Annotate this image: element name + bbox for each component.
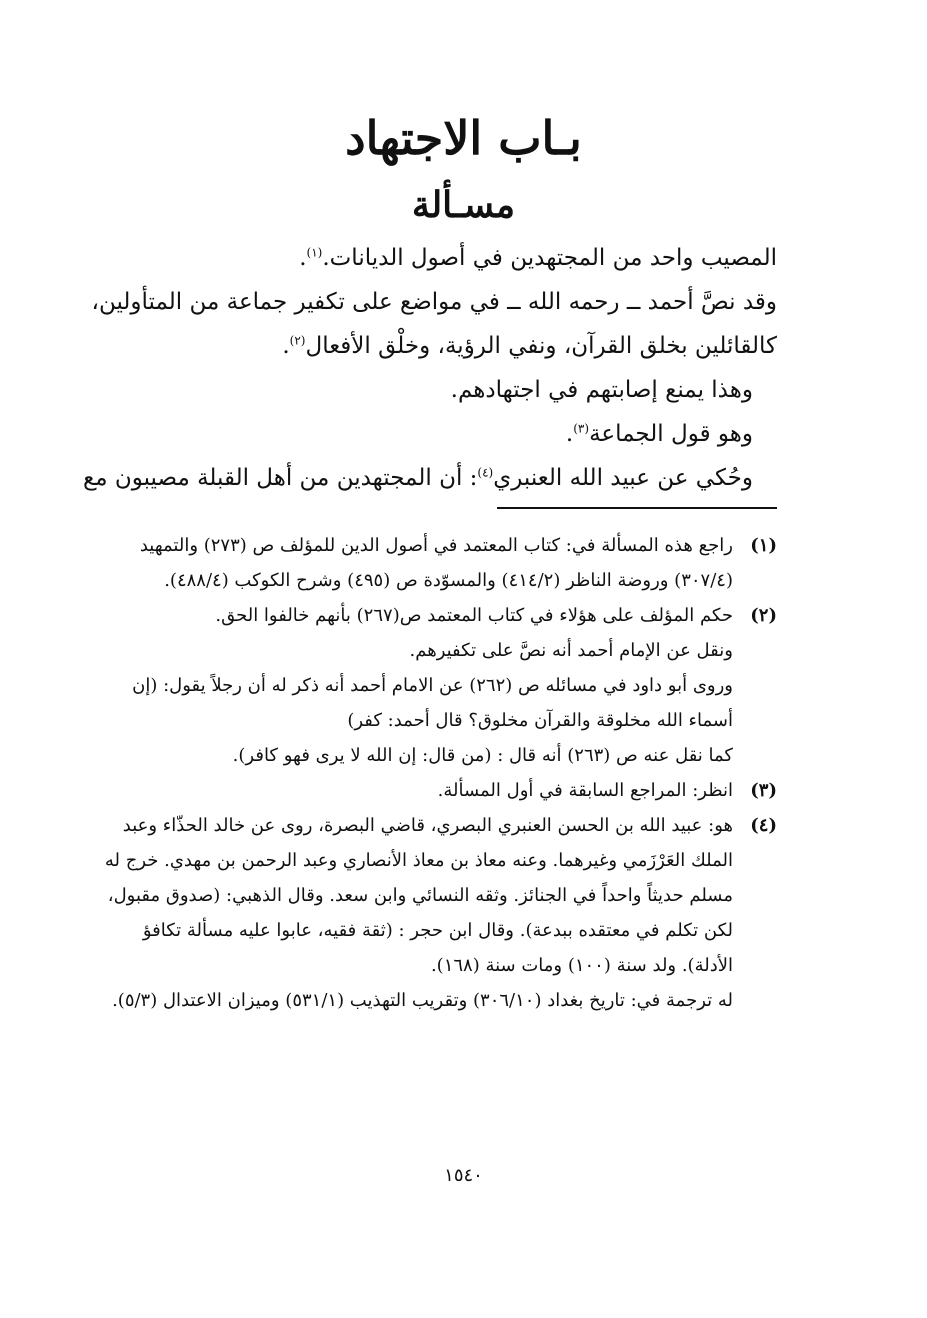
footnote-body bbox=[97, 598, 733, 773]
footnote-body bbox=[97, 528, 733, 598]
main-line-text: المصيب واحد من المجتهدين في أصول الديانات. bbox=[322, 245, 777, 271]
main-line-text: وحُكي عن عبيد الله العنبري bbox=[493, 465, 753, 491]
footnote-text: وروى أبو داود في مسائله ص (٢٦٢) عن الامام أحمد أنه ذكر له أن رجلاً يقول: (إن أسماء الله مخلوقة والقرآن مخلوق؟ قال أحمد: كفر) bbox=[132, 675, 733, 731]
footnote-4 bbox=[97, 808, 777, 1018]
footnote-divider bbox=[497, 507, 777, 509]
main-line-text: وهو قول الجماعة bbox=[589, 421, 753, 447]
footnote-number: (٢) bbox=[750, 605, 777, 626]
footnote-ref: (٣) bbox=[573, 421, 590, 436]
main-line-end: . bbox=[299, 245, 307, 271]
main-line-text: وقد نصَّ أحمد ــ رحمه الله ــ في مواضع على تكفير جماعة من المتأولين، bbox=[91, 289, 777, 315]
footnote-number: (٣) bbox=[750, 780, 777, 801]
footnote-body bbox=[97, 808, 733, 1018]
footnote-number: (١) bbox=[750, 535, 777, 556]
footnote-1 bbox=[97, 528, 777, 598]
footnote-text: حكم المؤلف على هؤلاء في كتاب المعتمد ص(٢٦٧) بأنهم خالفوا الحق. bbox=[215, 605, 733, 626]
footnotes bbox=[97, 528, 777, 1018]
footnote-ref: (١) bbox=[306, 245, 323, 260]
main-line bbox=[97, 236, 777, 280]
footnote-ref: (٢) bbox=[289, 333, 306, 348]
main-line-end: : أن المجتهدين من أهل القبلة مصيبون مع bbox=[82, 465, 478, 491]
chapter-title: بـاب الاجتهاد bbox=[345, 111, 582, 165]
footnote-number: (٤) bbox=[750, 815, 777, 836]
main-line-end: . bbox=[282, 333, 290, 359]
footnote-ref: (٤) bbox=[477, 465, 494, 480]
main-line-end: . bbox=[565, 421, 574, 447]
main-line-text: كالقائلين بخلق القرآن، ونفي الرؤية، وخلْق الأفعال bbox=[305, 333, 777, 359]
footnote-text: راجع هذه المسألة في: كتاب المعتمد في أصول الدين للمؤلف ص (٢٧٣) والتمهيد (٣٠٧/٤) وروضة الناظر (٤١٤/٢) والمسوّدة ص (٤٩٥) وشرح الكوكب (٤٨٨/٤). bbox=[139, 535, 733, 591]
section-title: مسـألة bbox=[411, 184, 516, 226]
footnote-3 bbox=[97, 773, 777, 808]
main-line bbox=[91, 280, 777, 324]
main-line-text: وهذا يمنع إصابتهم في اجتهادهم. bbox=[450, 377, 753, 403]
footnote-text: انظر: المراجع السابقة في أول المسألة. bbox=[437, 780, 733, 801]
main-text bbox=[82, 236, 777, 500]
footnote-body bbox=[97, 773, 733, 808]
footnote-text: كما نقل عنه ص (٢٦٣) أنه قال : (من قال: إن الله لا يرى فهو كافر). bbox=[232, 745, 733, 766]
footnote-text: ونقل عن الإمام أحمد أنه نصَّ على تكفيرهم. bbox=[409, 640, 733, 661]
footnote-2 bbox=[97, 598, 777, 773]
main-line bbox=[97, 368, 777, 412]
main-line bbox=[82, 456, 777, 500]
footnote-text: له ترجمة في: تاريخ بغداد (٣٠٦/١٠) وتقريب التهذيب (٥٣١/١) وميزان الاعتدال (٥/٣). bbox=[112, 990, 733, 1011]
main-line bbox=[97, 412, 777, 456]
main-line bbox=[97, 324, 777, 368]
page-number: ١٥٤٠ bbox=[444, 1165, 483, 1186]
footnote-text: هو: عبيد الله بن الحسن العنبري البصري، قاضي البصرة، روى عن خالد الحذّاء وعبد الملك العَرْزَمي وغيرهما. وعنه معاذ بن معاذ الأنصاري وعبد الرحمن بن مهدي. خرج له مسلم حديثاً واحداً في الجنائز. وثقه النسائي وابن سعد. وقال الذهبي: (صدوق مقبول، لكن تكلم في معتقده ببدعة). وقال ابن حجر : (ثقة فقيه، عابوا عليه مسألة تكافؤ الأدلة). ولد سنة (١٠٠) ومات سنة (١٦٨). bbox=[104, 815, 733, 976]
